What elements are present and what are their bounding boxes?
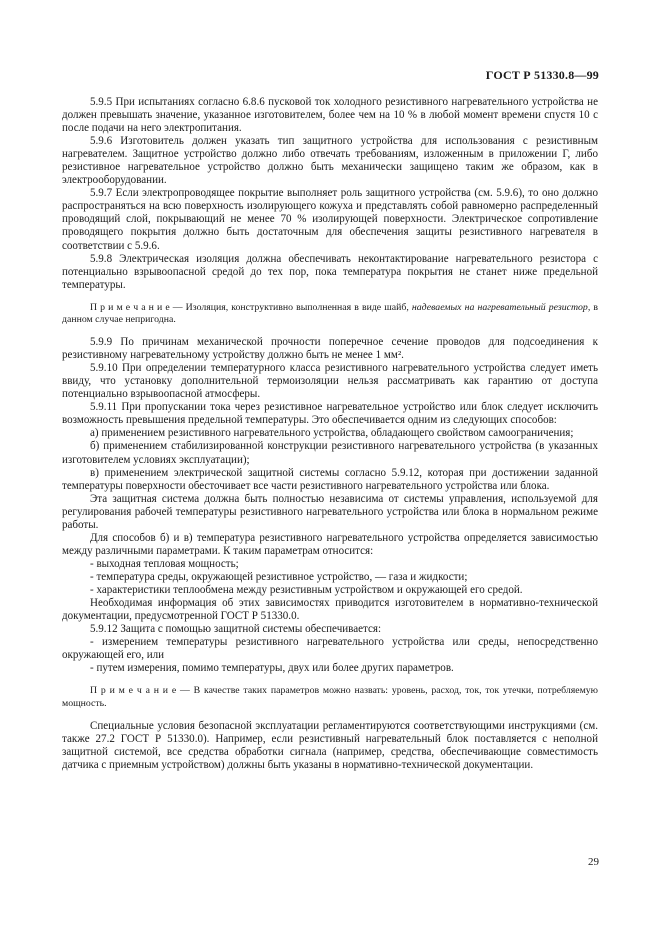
note-label: П р и м е ч а н и е	[90, 685, 177, 697]
note-text-end: в данном случае непригодна.	[62, 301, 599, 325]
note-parameters	[62, 685, 598, 709]
dash-item-temperature-measurement: - измерением температуры резистивного нагревательного устройства или среды, непосредственно окружающей его, или	[62, 636, 598, 662]
paragraph-5-9-11: 5.9.11 При пропускании тока через резистивное нагревательное устройство или блок следует исключить возможность превышения предельной температуры. Это обеспечивается одним из следующих способов:	[62, 401, 598, 427]
list-item-a: а) применением резистивного нагревательного устройства, обладающего свойством самоограничения;	[90, 427, 574, 440]
paragraph-5-9-10: 5.9.10 При определении температурного класса резистивного нагревательного устройства следует иметь ввиду, что установку дополнительной термоизоляции нельзя рассматривать как гарантию от доступа потенциально взрывоопасной атмосферы.	[62, 362, 598, 401]
dash-item-heat-exchange: - характеристики теплообмена между резистивным устройством и окружающей его средой.	[90, 584, 523, 596]
paragraph-methods: Для способов б) и в) температура резистивного нагревательного устройства определяется зависимостью между различными параметрами. К таким параметрам относится:	[62, 531, 598, 557]
paragraph-5-9-8: 5.9.8 Электрическая изоляция должна обеспечивать неконтактирование нагревательного резистора с потенциально взрывоопасной средой до тех пор, пока температура покрытия не станет ниже предельной температуры.	[62, 252, 598, 291]
document-body	[62, 96, 598, 772]
document-code-header: ГОСТ Р 51330.8—99	[485, 68, 599, 82]
dash-item-ambient-temperature: - температура среды, окружающей резистивное устройство, — газа и жидкости;	[90, 570, 468, 583]
paragraph-information: Необходимая информация об этих зависимостях приводится изготовителем в нормативно-технической документации, предусмотренной ГОСТ Р 51330.0.	[62, 597, 598, 623]
paragraph-5-9-5: 5.9.5 При испытаниях согласно 6.8.6 пусковой ток холодного резистивного нагревательного устройства не должен превышать значение, указанное изготовителем, более чем на 10 % в любой момент времени спустя 10 с после подачи на него электропитания.	[62, 96, 598, 135]
page-number: 29	[588, 856, 599, 868]
paragraph-independence: Эта защитная система должна быть полностью независима от системы управления, используемой для регулирования рабочей температуры резистивного нагревательного устройства или блока в нормальном режиме работы.	[62, 492, 598, 531]
note-text: — Изоляция, конструктивно выполненная в виде шайб,	[169, 301, 412, 313]
dash-item-output-power: - выходная тепловая мощность;	[90, 557, 239, 570]
paragraph-5-9-7: 5.9.7 Если электропроводящее покрытие выполняет роль защитного устройства (см. 5.9.6), то оно должно распространяться на всю поверхность изолирующего кожуха и представлять собой равномерно распределенный проводящий слой, покрывающий не менее 70 % изолирующей поверхности. Электрическое сопротивление проводящего покрытия должно быть достаточным для обеспечения защиты резистивного нагревателя в соответствии с 5.9.6.	[62, 187, 598, 252]
paragraph-special-conditions: Специальные условия безопасной эксплуатации регламентируются соответствующими инструкциями (см. также 27.2 ГОСТ Р 51330.0). Например, если резистивный нагревательный блок поставляется с неполной защитной системой, все средства обработки сигнала (например, средства, обеспечивающие совместимость датчика с приемным устройством) должны быть указаны в нормативно-технической документации.	[62, 719, 598, 771]
note-text: — В качестве таких параметров можно назвать: уровень, расход, ток, ток утечки, потребляемую мощность.	[62, 685, 598, 709]
list-item-b: б) применением стабилизированной конструкции резистивного нагревательного устройства (в указанных изготовителем условиях эксплуатации);	[62, 440, 598, 466]
dash-item-other-parameters: - путем измерения, помимо температуры, двух или более других параметров.	[90, 662, 454, 675]
list-item-c: в) применением электрической защитной системы согласно 5.9.12, которая при достижении заданной температуры поверхности обесточивает все части резистивного нагревательного устройства или блока.	[62, 466, 598, 492]
note-text-italic: надеваемых на нагревательный резистор,	[411, 301, 591, 313]
note-insulation	[62, 302, 598, 326]
paragraph-5-9-6: 5.9.6 Изготовитель должен указать тип защитного устройства для использования с резистивным нагревателем. Защитное устройство должно либо отвечать требованиям, изложенным в приложении Г, либо резистивное нагревательное устройство должно быть механически защищено таким же образом, как в электрооборудовании.	[62, 135, 598, 187]
note-label: П р и м е ч а н и е	[90, 301, 170, 313]
paragraph-5-9-12: 5.9.12 Защита с помощью защитной системы обеспечивается:	[90, 623, 382, 636]
paragraph-5-9-9: 5.9.9 По причинам механической прочности поперечное сечение проводов для подсоединения к резистивному нагревательному устройству должно быть не менее 1 мм².	[62, 336, 598, 362]
